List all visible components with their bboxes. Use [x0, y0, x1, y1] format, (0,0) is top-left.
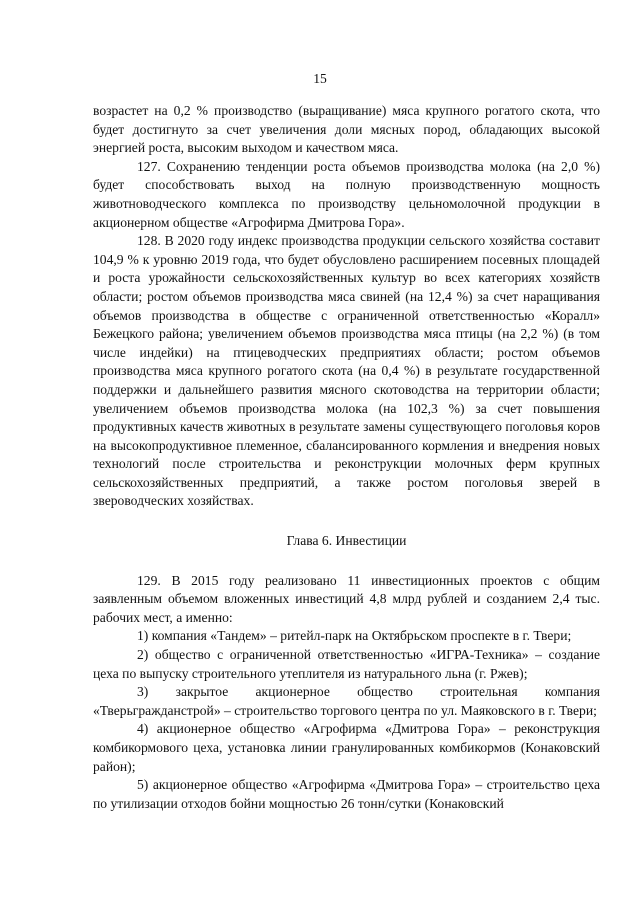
paragraph-128: 128. В 2020 году индекс производства продукции сельского хозяйства составит 104,9 % к уровню 2019 года, что будет обусловлено расширением посевных площадей и роста урожайности сельскохозяйственных культур во всех категориях хозяйств области; ростом объемов производства мяса свиней (на 12,4 %) за счет наращивания объемов производства в обществе с ограниченной ответственностью «Коралл» Бежецкого района; увеличением объемов производства мяса птицы (на 2,2 %) (в том числе индейки) на птицеводческих предприятиях области; ростом объемов производства мяса крупного рогатого скота (на 0,4 %) в результате государственной поддержки и дальнейшего развития мясного скотоводства на территории области; увеличением объемов производства молока (на 102,3 %) за счет повышения продуктивных качеств животных в результате замены существующего поголовья коров на высокопродуктивное племенное, сбалансированного кормления и внедрения новых технологий после строительства и реконструкции молочных ферм крупных сельскохозяйственных предприятий, а также ростом поголовья зверей в звероводческих хозяйствах.: [93, 233, 600, 509]
paragraph-129: 129. В 2015 году реализовано 11 инвестиционных проектов с общим заявленным объемом вложенных инвестиций 4,8 млрд рублей и созданием 2,4 тыс. рабочих мест, а именно:: [93, 572, 600, 625]
chapter-heading: Глава 6. Инвестиции: [286, 533, 407, 549]
page-number: 15: [313, 71, 327, 86]
list-item-1: 1) компания «Тандем» – ритейл-парк на Октябрьском проспекте в г. Твери;: [137, 628, 572, 644]
document-body: [93, 102, 600, 813]
paragraph-127: 127. Сохранению тенденции роста объемов производства молока (на 2,0 %) будет способствовать выход на полную производственную мощность животноводческого комплекса по производству цельномолочной продукции в акционерном обществе «Агрофирма Дмитрова Гора».: [93, 158, 600, 230]
list-item-3: 3) закрытое акционерное общество строительная компания «Тверьгражданстрой» – строительство торгового центра по ул. Маяковского в г. Твери;: [93, 684, 600, 718]
list-item-5: 5) акционерное общество «Агрофирма «Дмитрова Гора» – строительство цеха по утилизации отходов бойни мощностью 26 тонн/сутки (Конаковский: [93, 777, 600, 811]
list-item-4: 4) акционерное общество «Агрофирма «Дмитрова Гора» – реконструкция комбикормового цеха, установка линии гранулированных комбикормов (Конаковский район);: [93, 721, 600, 774]
list-item-2: 2) общество с ограниченной ответственностью «ИГРА-Техника» – создание цеха по выпуску строительного утеплителя из натурального льна (г. Ржев);: [93, 647, 600, 681]
paragraph-126-end: возрастет на 0,2 % производство (выращивание) мяса крупного рогатого скота, что будет достигнуто за счет увеличения доли мясных пород, обладающих высокой энергией роста, высоким выходом и качеством мяса.: [93, 103, 600, 156]
